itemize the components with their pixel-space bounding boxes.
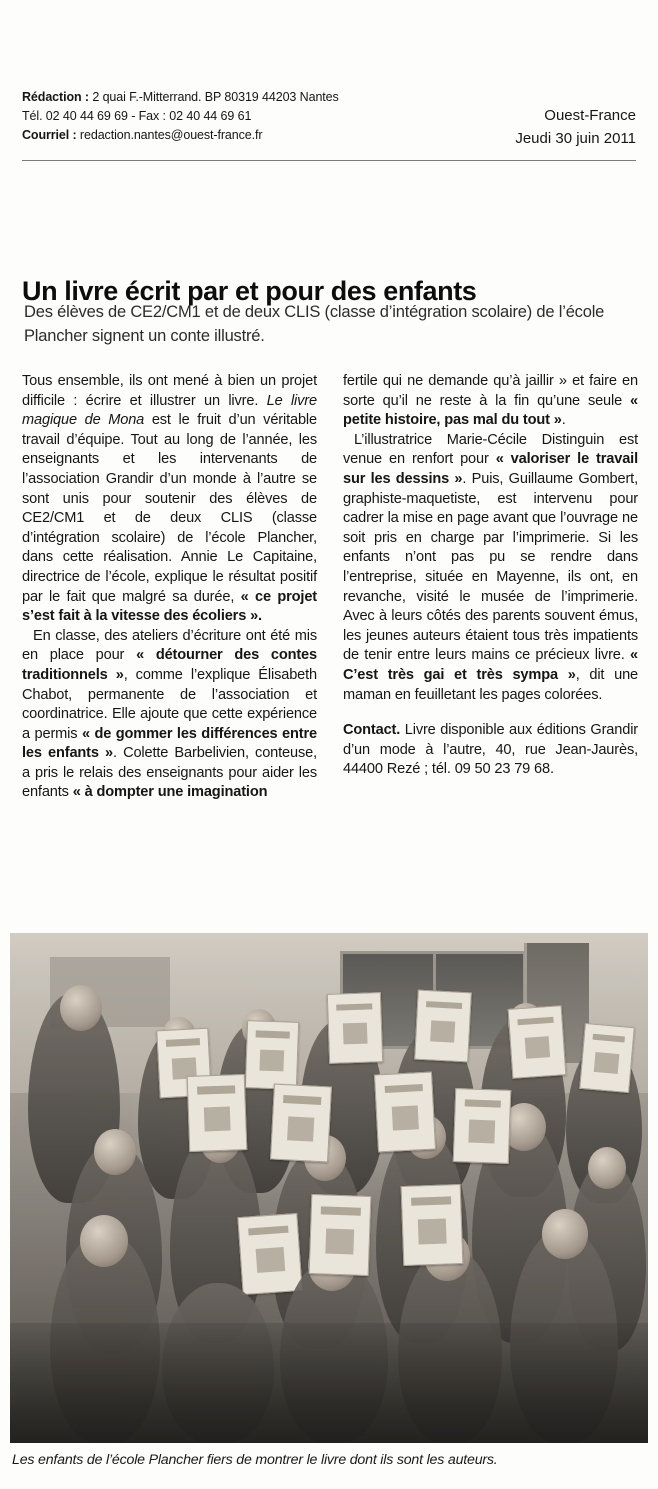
text-run: En classe, des ateliers d’écriture ont été mis en place pour <box>22 627 317 664</box>
pull-quote: « à dompter une imagination <box>72 784 268 801</box>
masthead-contact-block <box>22 88 339 145</box>
pull-quote: « ce projet s’est fait à la vitesse des écoliers ». <box>22 588 317 625</box>
held-book <box>187 1074 248 1152</box>
paragraph <box>22 627 317 803</box>
held-book <box>414 990 472 1063</box>
courriel-value: redaction.nantes@ouest-france.fr <box>76 128 263 142</box>
text-run: . <box>561 412 566 429</box>
photo-person-head <box>60 985 102 1031</box>
phone-line: Tél. 02 40 44 69 69 - Fax : 02 40 44 69 61 <box>22 109 252 123</box>
article-photo <box>10 933 648 1443</box>
contact-paragraph <box>343 721 638 780</box>
page-title: Un livre écrit par et pour des enfants <box>22 276 477 307</box>
pull-quote: « valoriser le travail sur les dessins » <box>343 451 638 487</box>
held-book <box>309 1194 372 1276</box>
contact-label: Contact. <box>343 722 401 739</box>
courriel-label: Courriel : <box>22 128 77 142</box>
publication-name: Ouest-France <box>544 107 636 124</box>
photo-person-head <box>542 1209 588 1259</box>
masthead <box>22 88 636 150</box>
held-book <box>579 1023 635 1093</box>
text-run: , comme l’explique Élisabeth Chabot, permanente de l’association et coordinatrice. Elle ajoute que cette expérience a permis <box>22 666 317 742</box>
held-book <box>453 1088 512 1164</box>
text-run: fertile qui ne demande qu’à jaillir » et faire en sorte qu’il ne reste à la fin qu’une seule <box>343 373 638 409</box>
paragraph <box>343 431 638 705</box>
pull-quote: « petite histoire, pas mal du tout » <box>343 392 638 429</box>
text-run: , dit une maman en feuilletant les pages colorées. <box>343 666 638 703</box>
photo-caption: Les enfants de l’école Plancher fiers de montrer le livre dont ils sont les auteurs. <box>12 1452 498 1468</box>
pull-quote: « C’est très gai et très sympa » <box>343 647 638 683</box>
article-body <box>22 372 638 803</box>
held-book <box>401 1184 464 1266</box>
paragraph <box>343 372 638 431</box>
courriel-line <box>22 126 339 145</box>
article-standfirst: Des élèves de CE2/CM1 et de deux CLIS (classe d’intégration scolaire) de l’école Plancher signent un conte illustré. <box>24 303 605 345</box>
masthead-publication-block <box>515 88 636 150</box>
redaction-label: Rédaction : <box>22 90 89 104</box>
pull-quote: « de gommer les différences entre les enfants » <box>22 725 317 762</box>
publication-date: Jeudi 30 juin 2011 <box>515 130 636 147</box>
article-column-right <box>343 372 638 803</box>
held-book <box>270 1084 332 1163</box>
article-column-left <box>22 372 317 803</box>
held-book <box>237 1213 302 1295</box>
pull-quote: « détourner des contes traditionnels » <box>22 647 317 683</box>
photo-image <box>10 933 648 1443</box>
photo-person-head <box>94 1129 136 1175</box>
held-book <box>245 1020 299 1090</box>
held-book <box>327 992 383 1064</box>
photo-foreground-shadow <box>10 1323 648 1443</box>
contact-text: Livre disponible aux éditions Grandir d’un mode à l’autre, 40, rue Jean-Jaurès, 44400 Rezé ; tél. 09 50 23 79 68. <box>343 722 638 778</box>
text-run: L’illustratrice Marie-Cécile Distinguin est venue en renfort pour <box>343 431 638 468</box>
text-run: . Puis, Guillaume Gombert, graphiste-maquetiste, est intervenu pour cadrer la mise en page avant que l’ouvrage ne soit pris en charge par l’imprimerie. Si les enfants n’ont pas pu se rendre dans l’entreprise, située en Mayenne, ils ont, en revanche, visité le musée de l’imprimerie. Avec à leurs côtés des parents souvent émus, les jeunes auteurs étaient tous très impatients de tenir entre leurs mains ce précieux livre. <box>343 470 638 664</box>
held-book <box>374 1072 436 1153</box>
photo-person-head <box>80 1215 128 1267</box>
masthead-divider <box>22 160 636 161</box>
text-run: est le fruit d’un véritable travail d’équipe. Tout au long de l’année, les enseignants et les intervenants de l’association Grandir d’un monde à l’autre se sont unis pour soutenir des élèves de CE2/CM1 et de deux CLIS (classe d’intégration scolaire) de l’école Plancher, dans cette réalisation. Annie Le Capitaine, directrice de l’école, explique le résultat positif par le fait que malgré sa durée, <box>22 412 317 605</box>
photo-person-head <box>588 1147 626 1189</box>
redaction-line <box>22 88 339 107</box>
book-title-italic: Le livre magique de Mona <box>22 392 317 429</box>
redaction-value: 2 quai F.-Mitterrand. BP 80319 44203 Nantes <box>88 90 339 104</box>
paragraph <box>22 372 317 627</box>
text-run: Tous ensemble, ils ont mené à bien un projet difficile : écrire et illustrer un livre. <box>22 373 317 409</box>
held-book <box>508 1005 567 1079</box>
text-run: . Colette Barbelivien, conteuse, a pris le relais des enseignants pour aider les enfants <box>22 745 317 801</box>
